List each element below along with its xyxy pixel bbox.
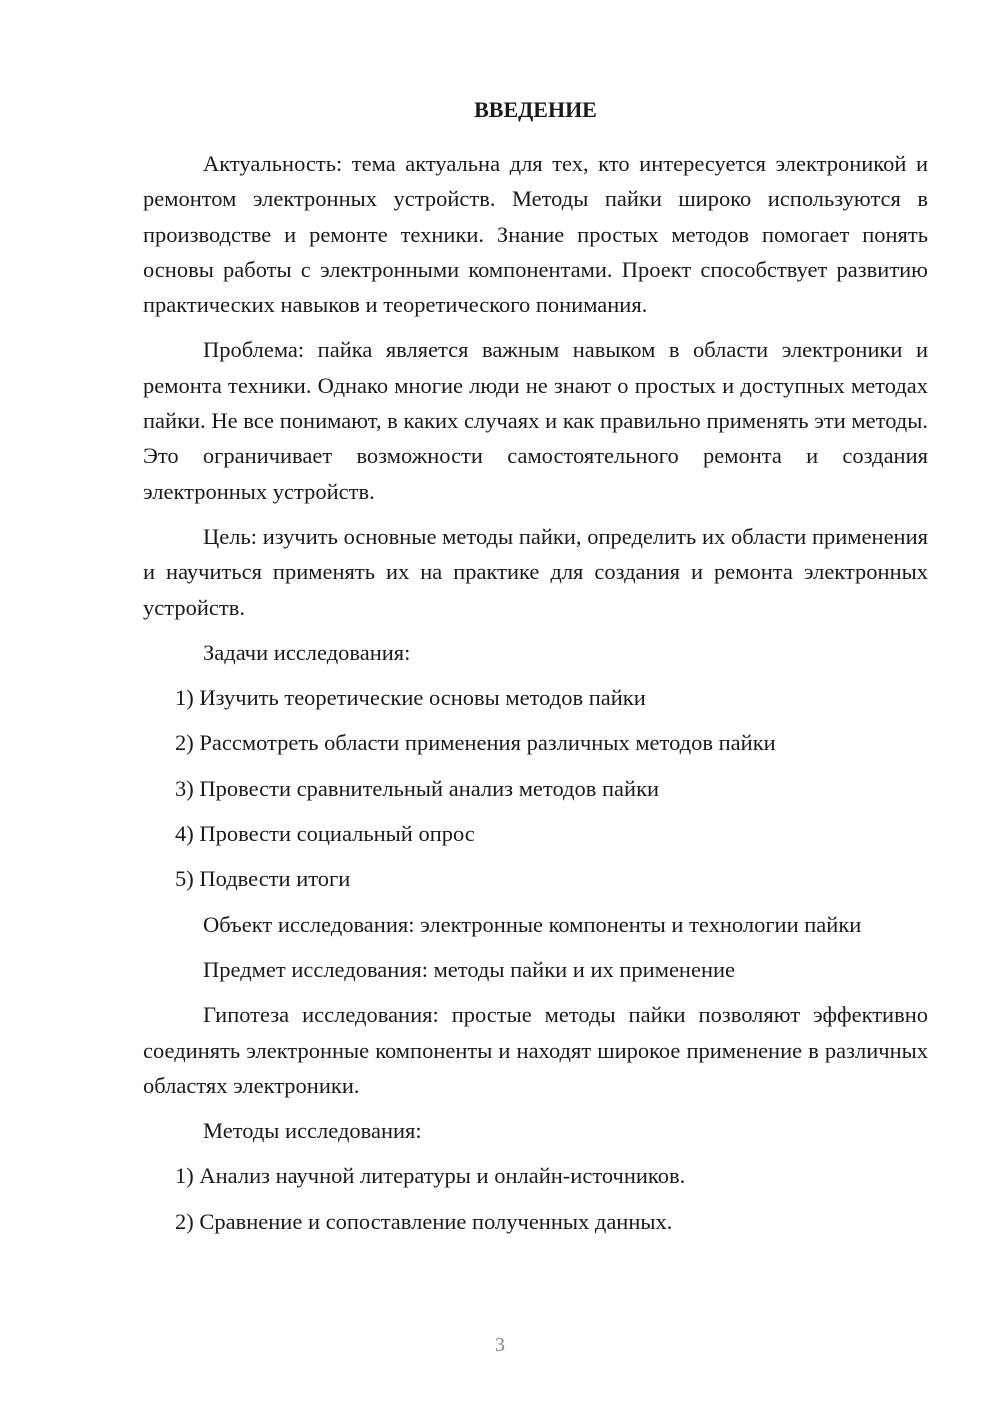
document-body <box>143 92 928 1249</box>
relevance-paragraph: Актуальность: тема актуальна для тех, кто интересуется электроникой и ремонтом электронных устройств. Методы пайки широко используются в производстве и ремонте техники. Знание простых методов помогает понять основы работы с электронными компонентами. Проект способствует развитию практических навыков и теоретического понимания. <box>143 151 928 318</box>
list-item: 4) Провести социальный опрос <box>175 821 475 847</box>
subject-paragraph: Предмет исследования: методы пайки и их применение <box>203 956 736 982</box>
tasks-list <box>143 680 928 896</box>
list-item: 2) Рассмотреть области применения различных методов пайки <box>175 730 776 756</box>
tasks-heading: Задачи исследования: <box>203 639 411 665</box>
list-item: 1) Изучить теоретические основы методов пайки <box>175 685 646 711</box>
hypothesis-paragraph: Гипотеза исследования: простые методы пайки позволяют эффективно соединять электронные компоненты и находят широкое применение в различных областях электроники. <box>143 1002 928 1098</box>
list-item: 3) Провести сравнительный анализ методов пайки <box>175 775 660 801</box>
page-title: ВВЕДЕНИЕ <box>474 97 597 122</box>
problem-paragraph: Проблема: пайка является важным навыком в области электроники и ремонта техники. Однако многие люди не знают о простых и доступных методах пайки. Не все понимают, в каких случаях и как правильно применять эти методы. Это ограничивает возможности самостоятельного ремонта и создания электронных устройств. <box>143 337 928 504</box>
list-item: 1) Анализ научной литературы и онлайн-источников. <box>175 1163 686 1189</box>
page-number: 3 <box>495 1334 505 1356</box>
methods-heading: Методы исследования: <box>203 1118 422 1144</box>
methods-list <box>143 1158 928 1239</box>
object-paragraph: Объект исследования: электронные компоненты и технологии пайки <box>203 911 862 937</box>
goal-paragraph: Цель: изучить основные методы пайки, определить их области применения и научиться применять их на практике для создания и ремонта электронных устройств. <box>143 523 928 620</box>
list-item: 2) Сравнение и сопоставление полученных данных. <box>175 1208 673 1234</box>
list-item: 5) Подвести итоги <box>175 866 351 892</box>
